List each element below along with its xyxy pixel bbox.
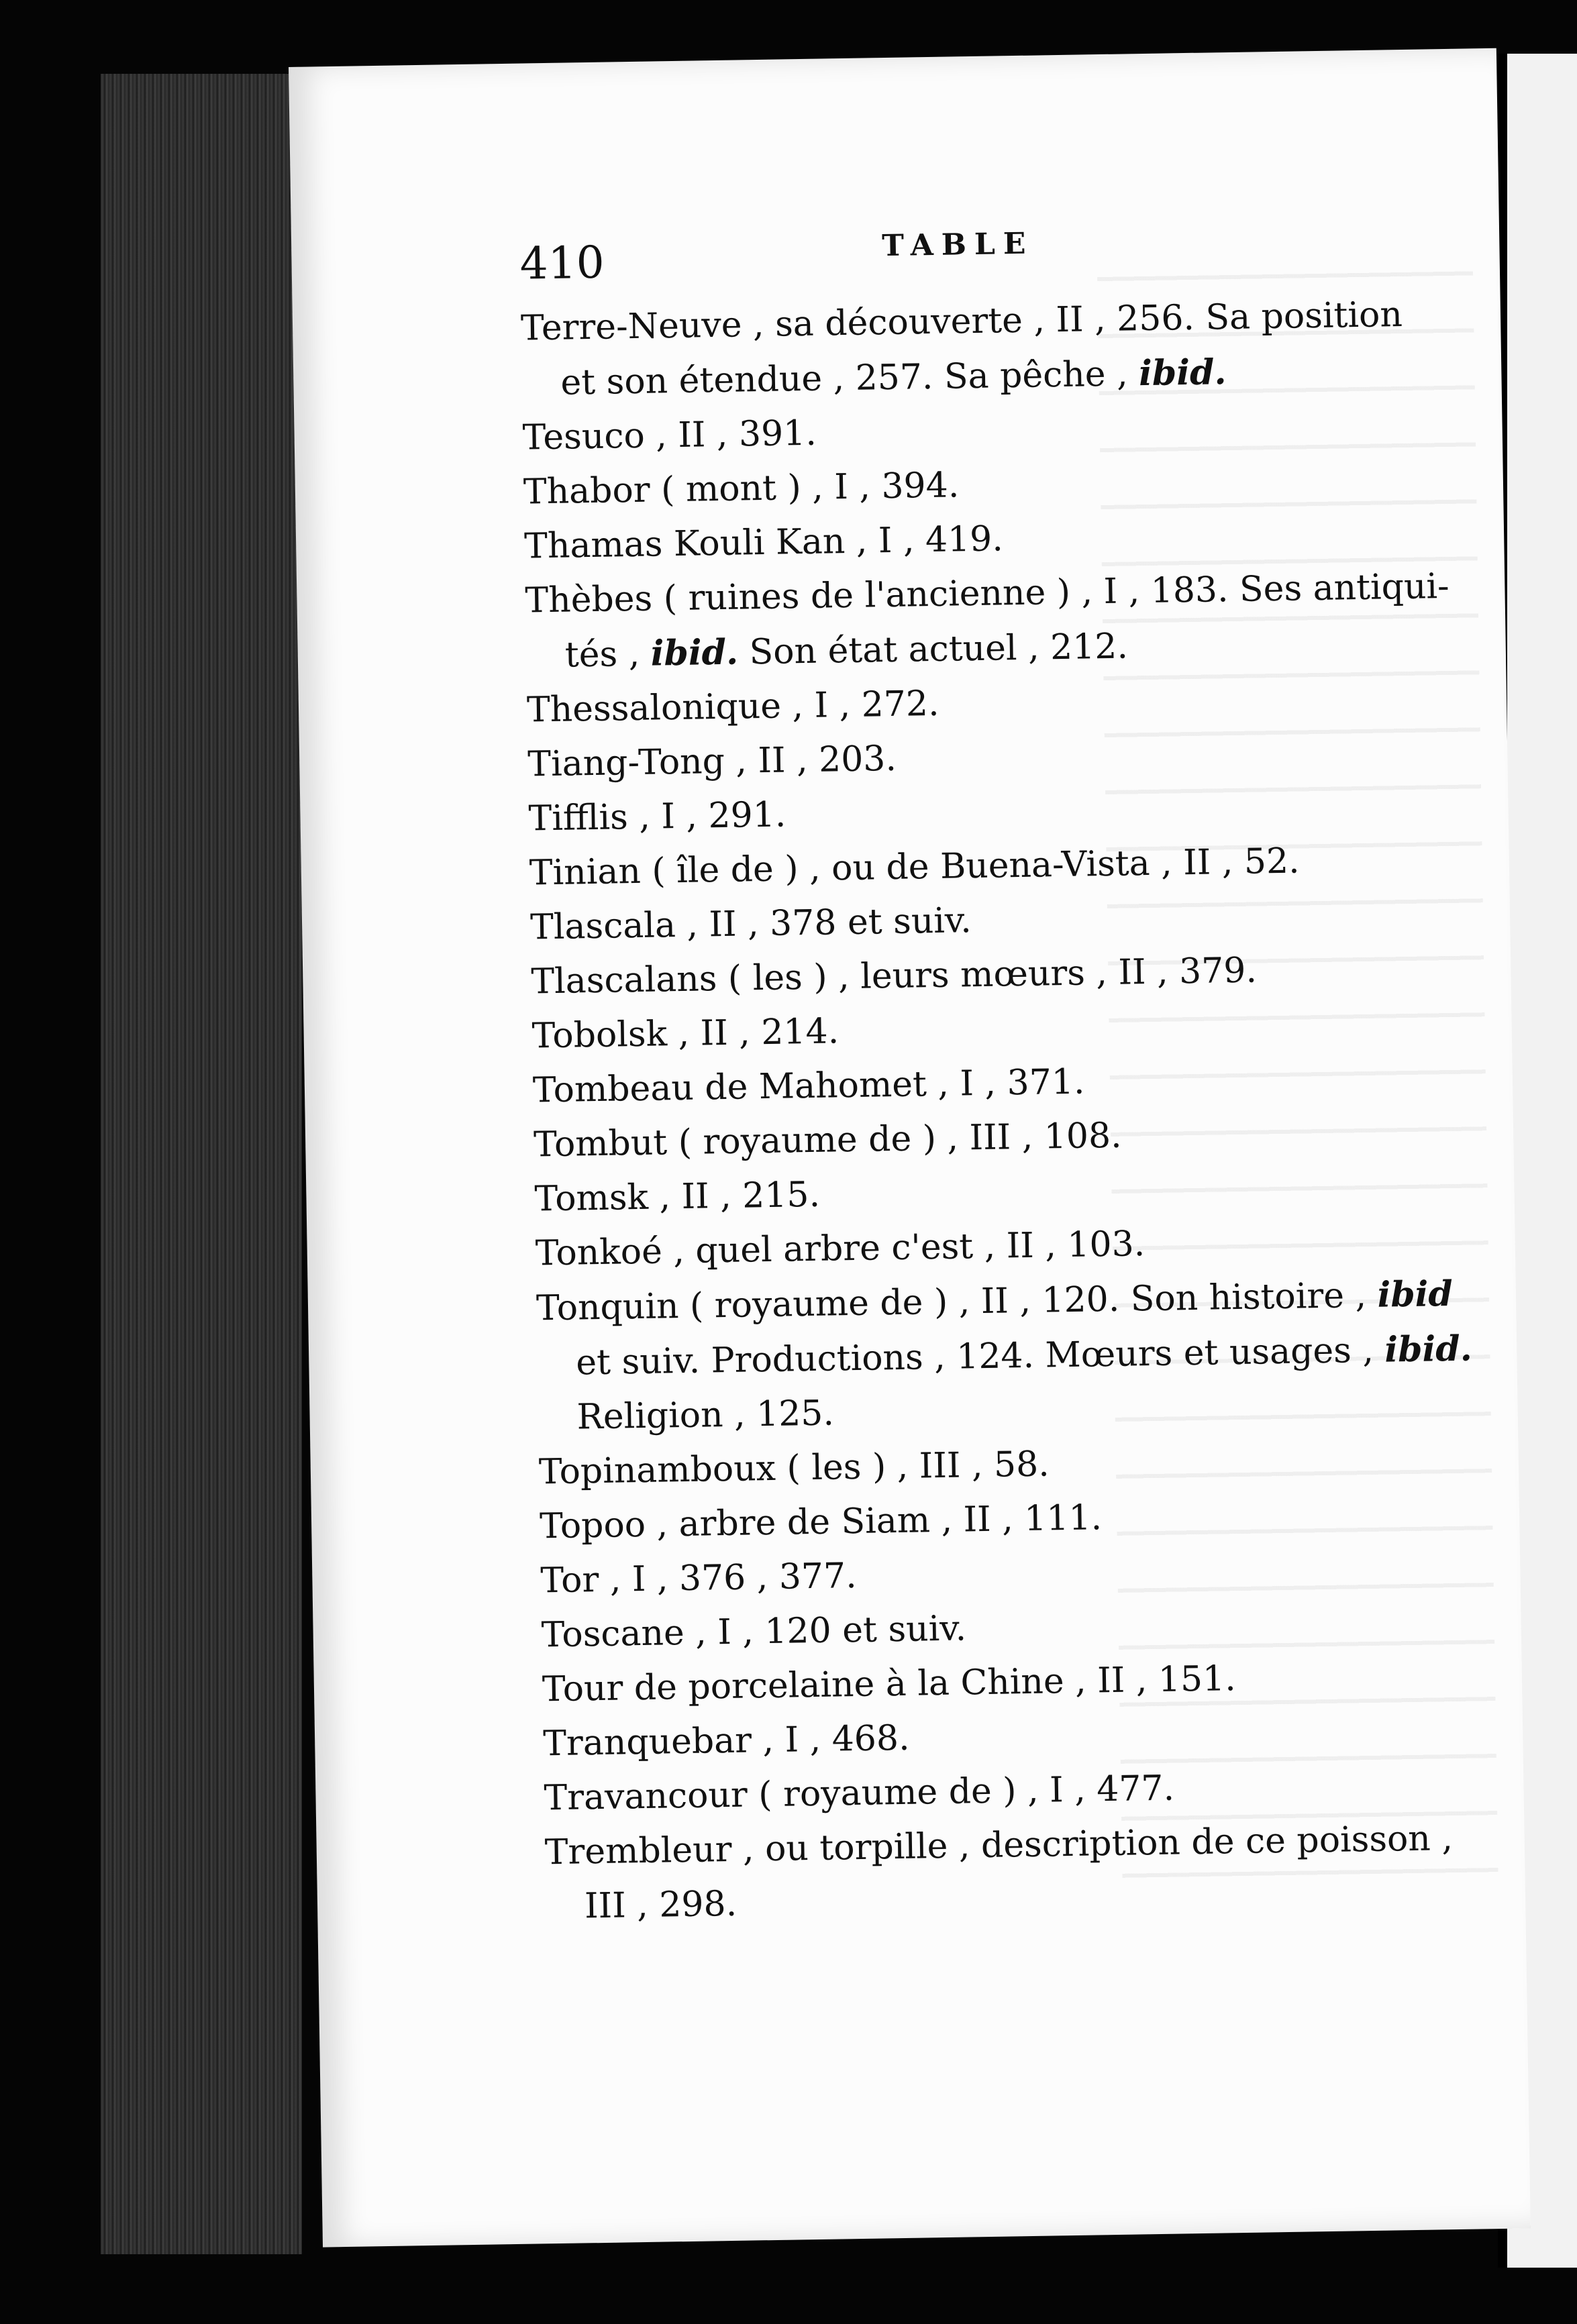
entry-text: Tombeau de Mahomet , I , 371. (532, 1061, 1085, 1111)
entry-italic-text: ibid. (1138, 352, 1227, 394)
index-entry (525, 560, 1466, 684)
page-number: 410 (519, 236, 605, 290)
entry-text: Tiang-Tong , II , 203. (527, 738, 897, 785)
entry-text: Tranquebar , I , 468. (542, 1718, 910, 1764)
entry-text: Tombut ( royaume de ) , III , 108. (533, 1115, 1123, 1165)
book-page (289, 48, 1531, 2248)
entry-text: Thèbes ( ruines de l'ancienne ) , I , 183. Ses antiqui- (525, 566, 1450, 621)
entry-text: Thabor ( mont ) , I , 394. (523, 465, 960, 513)
entry-text: Thessalonique , I , 272. (526, 683, 939, 731)
entry-italic-text: ibid (1377, 1273, 1454, 1316)
entry-text: Tonquin ( royaume de ) , II , 120. Son histoire , (536, 1275, 1378, 1329)
entry-text: Tinian ( île de ) , ou de Buena-Vista , II , 52. (529, 841, 1301, 894)
index-entry (521, 287, 1462, 411)
entry-text: Trembleur , ou torpille , description de ce poisson , (544, 1818, 1454, 1873)
entry-text: Tor , I , 376 , 377. (540, 1555, 858, 1601)
entry-text: tés , (564, 633, 652, 676)
entry-text: Topoo , arbre de Siam , II , 111. (539, 1497, 1103, 1547)
index-entry (536, 1266, 1478, 1445)
entry-text: Tobolsk , II , 214. (531, 1011, 840, 1057)
entry-text: Tlascala , II , 378 et suiv. (529, 900, 972, 948)
entry-text: Tlascalans ( les ) , leurs mœurs , II , 379. (530, 950, 1258, 1002)
entry-italic-text: ibid. (1384, 1328, 1473, 1371)
running-title: TABLE (881, 226, 1034, 264)
entry-text: Topinamboux ( les ) , III , 58. (538, 1444, 1050, 1493)
entry-text: Tifflis , I , 291. (528, 794, 786, 839)
entry-text: Toscane , I , 120 et suiv. (541, 1608, 967, 1656)
entry-text: Tomsk , II , 215. (534, 1174, 821, 1220)
entry-text: Religion , 125. (576, 1393, 835, 1438)
entry-text: Tonkoé , quel arbre c'est , II , 103. (535, 1224, 1146, 1274)
entry-text: Tour de porcelaine à la Chine , II , 151. (542, 1658, 1237, 1710)
entry-text: III , 298. (584, 1883, 737, 1927)
book-page-edges (101, 74, 302, 2254)
index-entries (521, 287, 1486, 1935)
entry-text: Thamas Kouli Kan , I , 419. (523, 519, 1004, 567)
entry-text: Travancour ( royaume de ) , I , 477. (544, 1768, 1175, 1819)
entry-text: Son état actuel , 212. (737, 626, 1129, 673)
entry-text: Terre-Neuve , sa découverte , II , 256. Sa position (520, 294, 1403, 349)
entry-text: et suiv. Productions , 124. Mœurs et usages , (575, 1330, 1385, 1383)
entry-text: Tesuco , II , 391. (522, 413, 817, 458)
index-entry (544, 1811, 1485, 1934)
entry-text: et son étendue , 257. Sa pêche , (560, 354, 1139, 403)
entry-italic-text: ibid. (650, 631, 739, 674)
